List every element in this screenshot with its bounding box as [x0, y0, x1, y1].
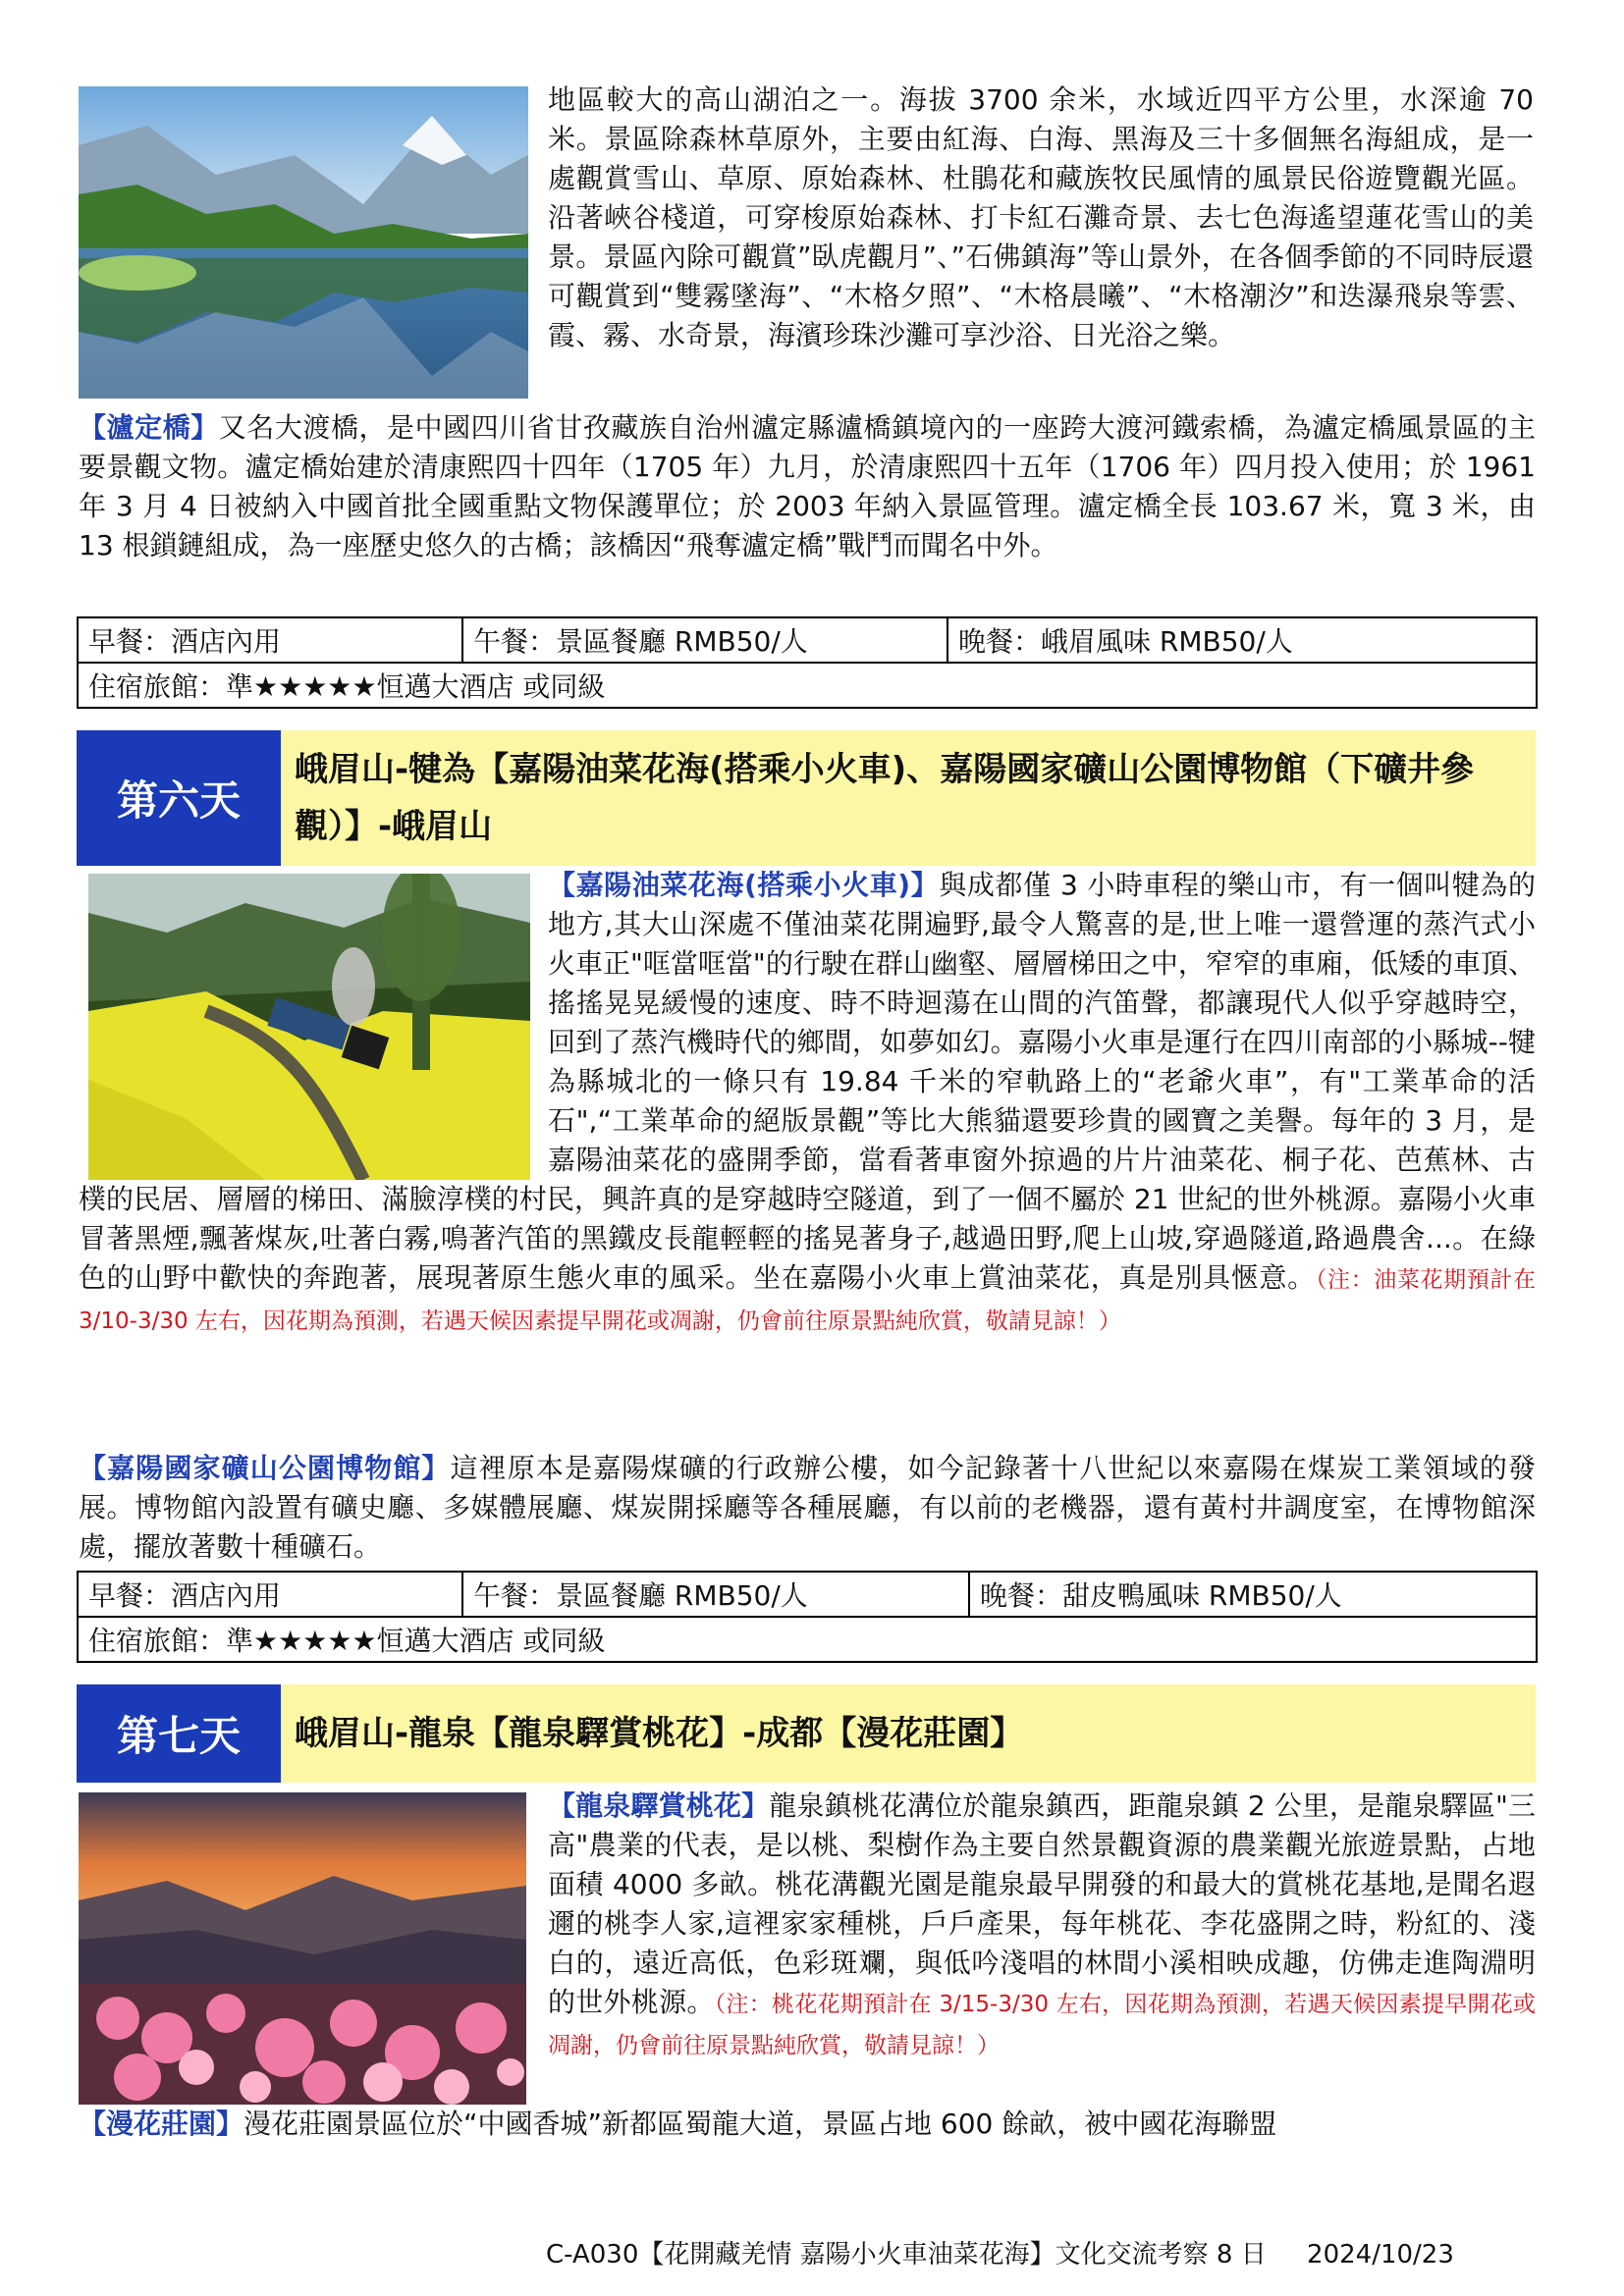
luding-bridge-title: 【瀘定橋】 — [79, 411, 219, 444]
day6-title: 峨眉山-犍為【嘉陽油菜花海(搭乘小火車)、嘉陽國家礦山公園博物館（下礦井參觀）】-峨眉山 — [281, 730, 1536, 866]
image-float-spacer — [79, 1787, 548, 2103]
page-footer: C-A030【花開藏羌情 嘉陽小火車油菜花海】文化交流考察 8 日 2024/10/23 — [546, 2240, 1454, 2269]
breakfast-cell: 早餐：酒店內用 — [78, 617, 462, 663]
manhua-paragraph — [79, 2105, 1536, 2144]
dinner-cell: 晚餐：甜皮鴨風味 RMB50/人 — [969, 1572, 1537, 1617]
peach-title: 【龍泉驛賞桃花】 — [548, 1789, 770, 1822]
day7-title: 峨眉山-龍泉【龍泉驛賞桃花】-成都【漫花莊園】 — [281, 1684, 1536, 1783]
manhua-title: 【漫花莊園】 — [79, 2108, 244, 2140]
rapeseed-note: （注：油菜花期預計在 3/10-3/30 左右，因花期為預測，若遇天候因素提早開花或凋謝，仍會前往原景點純欣賞，敬請見諒！） — [79, 1267, 1536, 1334]
day7-header — [77, 1684, 1536, 1783]
lunch-cell: 午餐：景區餐廳 RMB50/人 — [462, 617, 947, 663]
peach-paragraph — [79, 1787, 1536, 2103]
breakfast-cell: 早餐：酒店內用 — [78, 1572, 462, 1617]
peach-note: （注：桃花花期預計在 3/15-3/30 左右，因花期為預測，若遇天候因素提早開花或凋謝，仍會前往原景點純欣賞，敬請見諒！） — [548, 1992, 1536, 2058]
meal-table-1 — [77, 616, 1538, 709]
hotel-cell: 住宿旅館：準★★★★★恒邁大酒店 或同級 — [78, 1617, 1537, 1662]
mine-museum-text: 這裡原本是嘉陽煤礦的行政辦公樓，如今記錄著十八世紀以來嘉陽在煤炭工業領域的發展。博物館內設置有礦史廳、多媒體展廳、煤炭開採廳等各種展廳，有以前的老機器，還有黃村井調度室，在博物館深處，擺放著數十種礦石。 — [79, 1452, 1536, 1563]
meal-table-2 — [77, 1571, 1538, 1663]
hotel-cell: 住宿旅館：準★★★★★恒邁大酒店 或同級 — [78, 663, 1537, 708]
day6-label: 第六天 — [77, 730, 281, 866]
mine-museum-paragraph — [79, 1449, 1536, 1567]
rapeseed-text: 與成都僅 3 小時車程的樂山市，有一個叫犍為的地方,其大山深處不僅油菜花開遍野,最令人驚喜的是,世上唯一還營運的蒸汽式小火車正"哐當哐當"的行駛在群山幽壑、層層梯田之中，窄窄的車廂，低矮的車頂、搖搖晃晃緩慢的速度、時不時迴蕩在山間的汽笛聲，都讓現代人似乎穿越時空，回到了蒸汽機時代的鄉間，如夢如幻。嘉陽小火車是運行在四川南部的小縣城--犍為縣城北的一條只有 19.84 千米的窄軌路上的“老爺火車”，有"工業革命的活石",“工業革命的絕版景觀”等比大熊貓還要珍貴的國寶之美譽。每年的 3 月，是嘉陽油菜花的盛開季節，當看著車窗外掠過的片片油菜花、桐子花、芭蕉林、古樸的民居、層層的梯田、滿臉淳樸的村民，興許真的是穿越時空隧道，到了一個不屬於 21 世紀的世外桃源。嘉陽小火車冒著黑煙,飄著煤灰,吐著白霧,鳴著汽笛的黑鐵皮長龍輕輕的搖晃著身子,越過田野,爬上山坡,穿過隧道,路過農舍...。在綠色的山野中歡快的奔跑著，展現著原生態火車的風采。坐在嘉陽小火車上賞油菜花，真是別具愜意。 — [79, 869, 1536, 1294]
dinner-cell: 晚餐：峨眉風味 RMB50/人 — [947, 617, 1537, 663]
lunch-cell: 午餐：景區餐廳 RMB50/人 — [462, 1572, 969, 1617]
rapeseed-paragraph — [79, 866, 1536, 1341]
day6-header — [77, 730, 1536, 866]
mine-museum-title: 【嘉陽國家礦山公園博物館】 — [79, 1452, 451, 1484]
peach-text: 龍泉鎮桃花溝位於龍泉鎮西，距龍泉鎮 2 公里，是龍泉驛區"三高"農業的代表，是以桃、梨樹作為主要自然景觀資源的農業觀光旅遊景點，占地面積 4000 多畝。桃花溝觀光園是龍泉最早開發的和最大的賞桃花基地,是聞名遐邇的桃李人家,這裡家家種桃，戶戶產果，每年桃花、李花盛開之時，粉紅的、淺白的，遠近高低，色彩斑斕，與低吟淺唱的林間小溪相映成趣，仿佛走進陶淵明的世外桃源。 — [548, 1789, 1536, 2018]
lake-description: 地區較大的高山湖泊之一。海拔 3700 余米，水域近四平方公里，水深逾 70 米。景區除森林草原外，主要由紅海、白海、黑海及三十多個無名海組成，是一處觀賞雪山、草原、原始森林、杜鵑花和藏族牧民風情的風景民俗遊覽觀光區。沿著峽谷棧道，可穿梭原始森林、打卡紅石灘奇景、去七色海遙望蓮花雪山的美景。景區內除可觀賞”臥虎觀月”、”石佛鎮海”等山景外，在各個季節的不同時辰還可觀賞到“雙霧墜海”、“木格夕照”、“木格晨曦”、“木格潮汐”和迭瀑飛泉等雲、霞、霧、水奇景，海濱珍珠沙灘可享沙浴、日光浴之樂。 — [548, 83, 1534, 351]
manhua-text: 漫花莊園景區位於“中國香城”新都區蜀龍大道，景區占地 600 餘畝，被中國花海聯盟 — [244, 2108, 1277, 2140]
image-float-spacer — [79, 866, 548, 1178]
day7-label: 第七天 — [77, 1684, 281, 1783]
rapeseed-title: 【嘉陽油菜花海(搭乘小火車)】 — [548, 869, 940, 901]
luding-bridge-text: 又名大渡橋，是中國四川省甘孜藏族自治州瀘定縣瀘橋鎮境內的一座跨大渡河鐵索橋，為瀘定橋風景區的主要景觀文物。瀘定橋始建於清康熙四十四年（1705 年）九月，於清康熙四十五年（1706 年）四月投入使用；於 1961 年 3 月 4 日被納入中國首批全國重點文物保護單位；於 2003 年納入景區管理。瀘定橋全長 103.67 米，寬 3 米，由 13 根鎖鏈組成，為一座歷史悠久的古橋；該橋因“飛奪瀘定橋”戰鬥而聞名中外。 — [79, 411, 1536, 561]
lake-photo — [79, 86, 528, 399]
luding-bridge-paragraph — [79, 408, 1536, 565]
